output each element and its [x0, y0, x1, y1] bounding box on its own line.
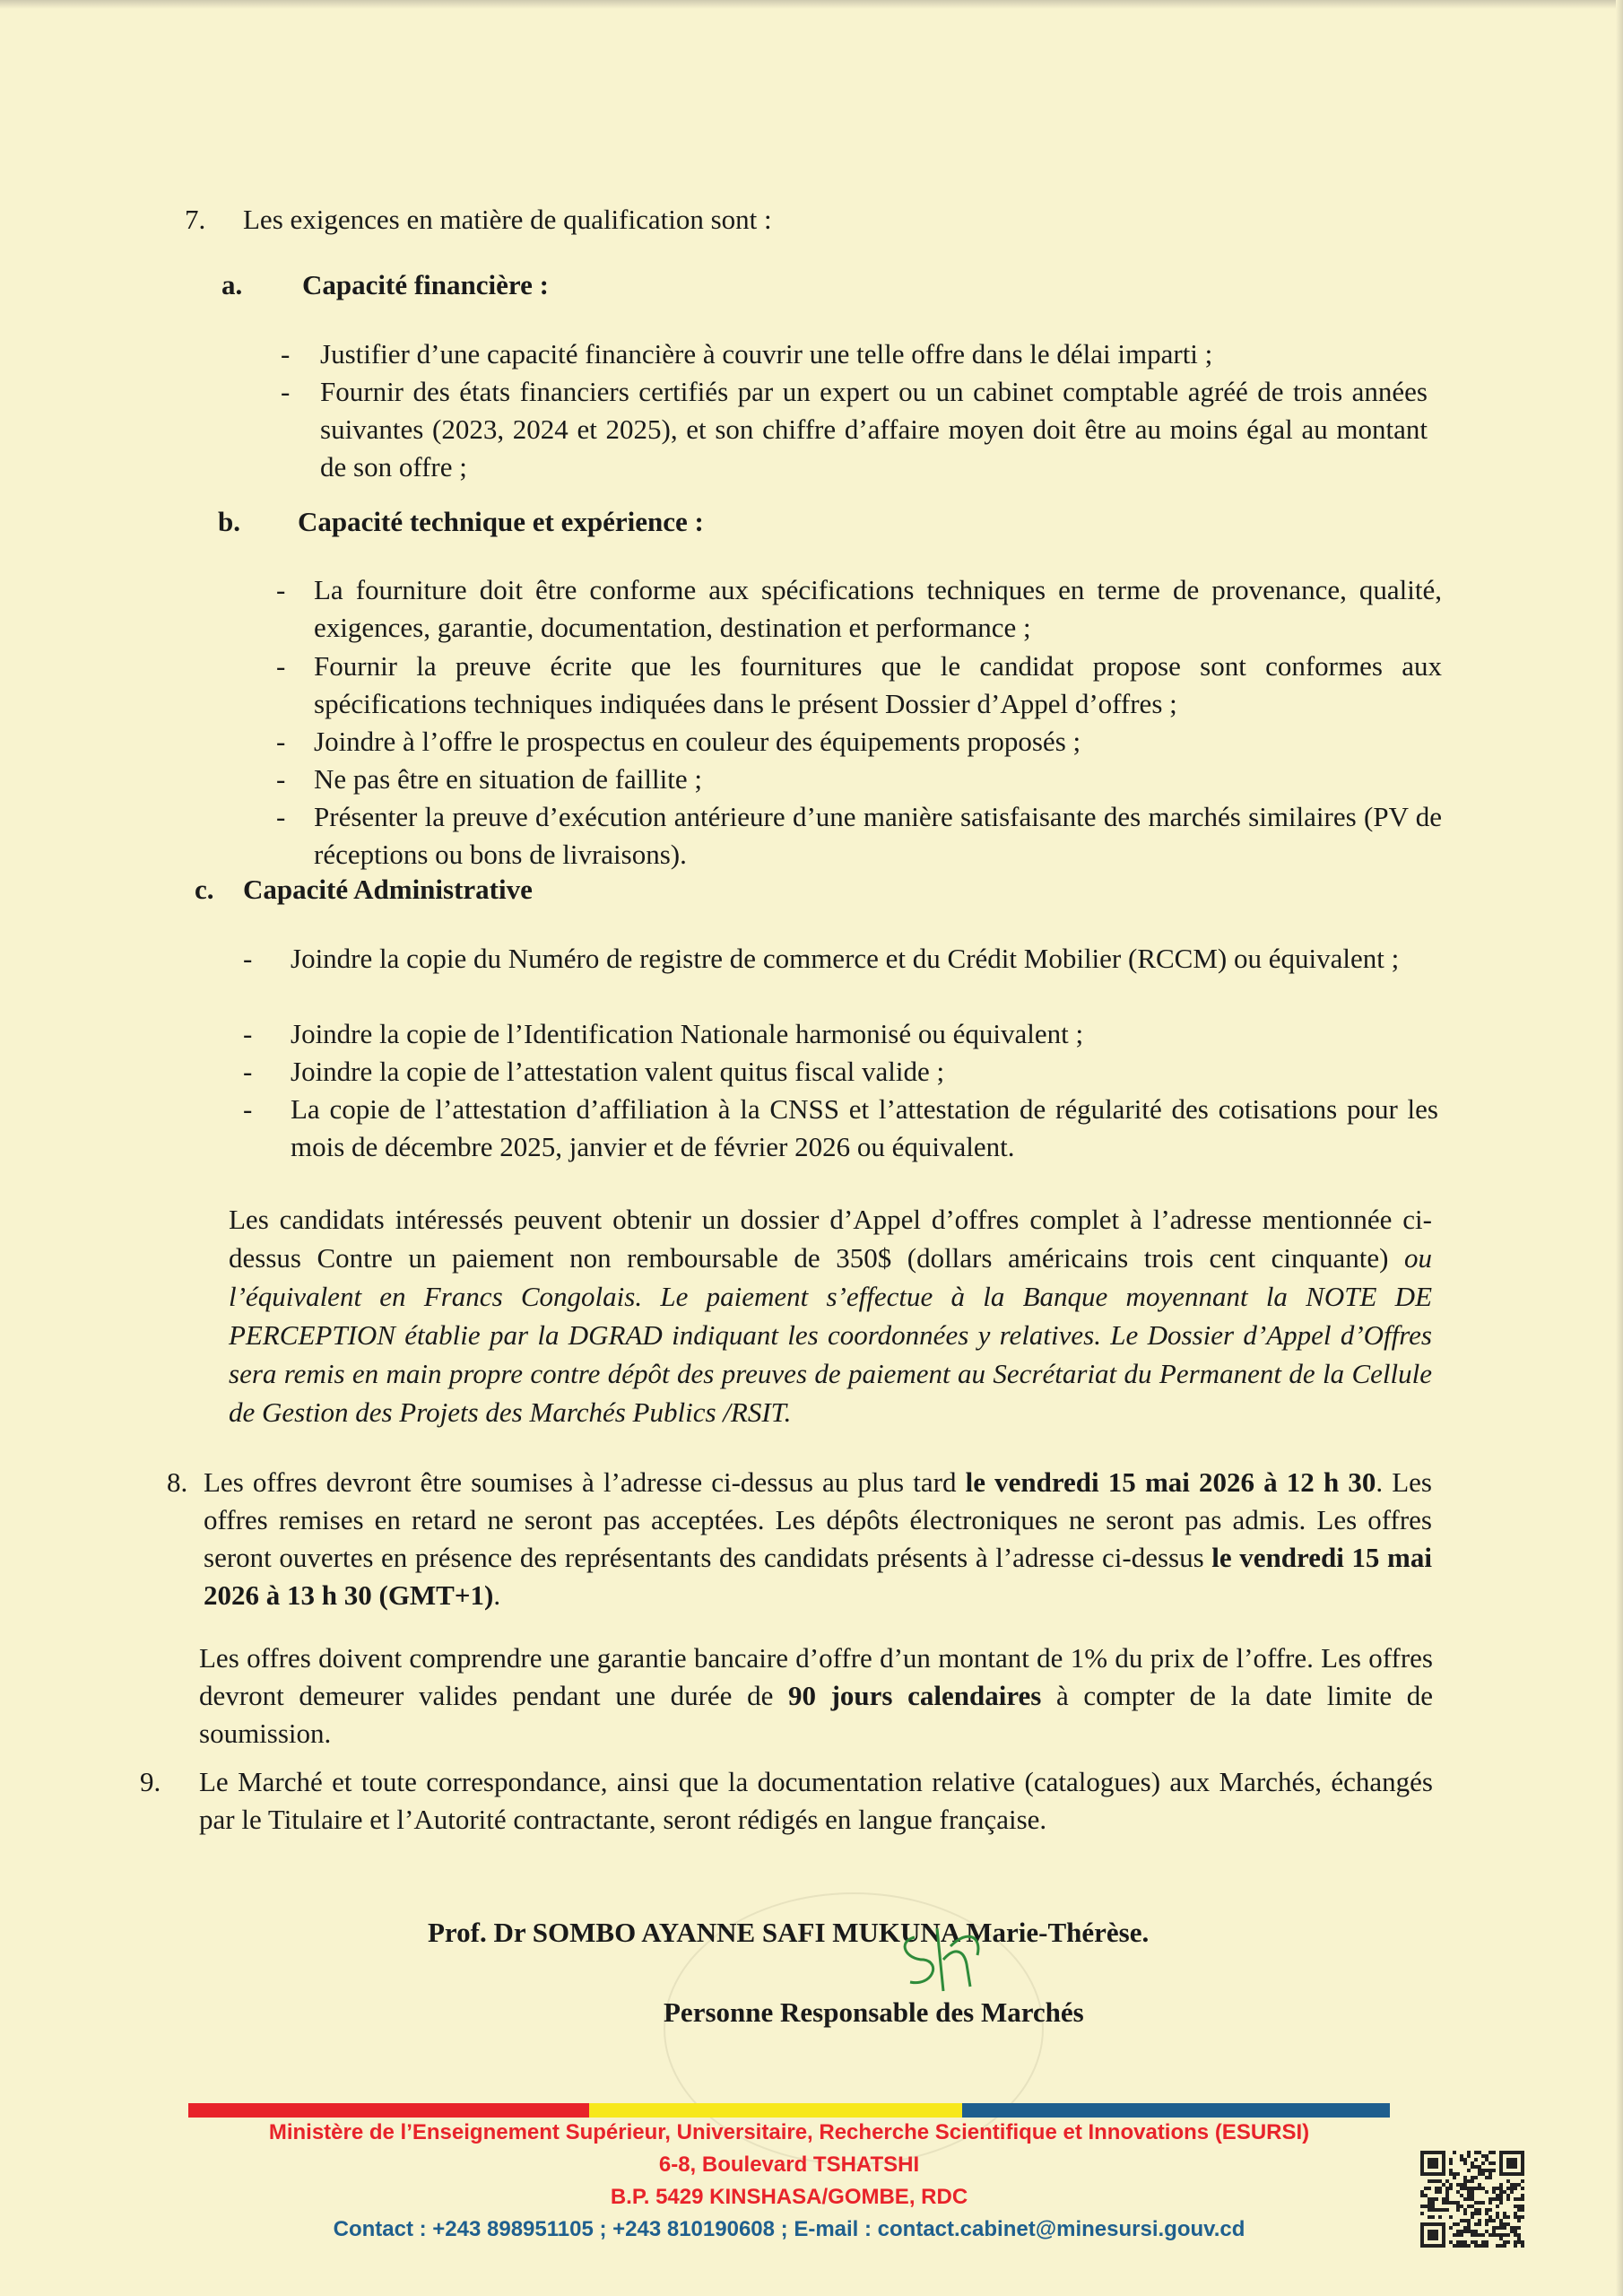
footer-ministry: Ministère de l’Enseignement Supérieur, Universitaire, Recherche Scientifique et Innovations (ESURSI) — [268, 2120, 1310, 2144]
subsection-b-title: Capacité technique et expérience : — [298, 506, 704, 537]
bullet-dash: - — [276, 650, 286, 682]
section-8-paragraph-2 — [199, 1639, 1433, 1752]
text: . Les offres remises en retard ne seront pas acceptées. Les dépôts électroniques ne seront pas admis. Les offres seront ouvertes en présence des représentants des candidats présents à l’adresse ci-dessus — [204, 1466, 1432, 1573]
section-7-intro: Les exigences en matière de qualification sont : — [243, 204, 772, 235]
scan-edge — [0, 0, 1623, 9]
subsection-c-title: Capacité Administrative — [243, 874, 533, 905]
list-item: Présenter la preuve d’exécution antérieure d’une manière satisfaisante des marchés similaires (PV de réceptions ou bons de livraisons). — [314, 801, 1442, 870]
opening-date: le vendredi 15 mai 2026 à 13 h 30 (GMT+1) — [204, 1542, 1432, 1611]
dossier-italic-text: ou l’équivalent en Francs Congolais. Le paiement s’effectue à la Banque moyennant la NOTE DE PERCEPTION établie par la DGRAD indiquant les coordonnées y relatives. Le Dossier d’Appel d’Offres sera remis en main propre contre dépôt des preuves de paiement au Secrétariat du Permanent de la Cellule de Gestion des Projets des Marchés Publics /RSIT. — [229, 1242, 1432, 1428]
flag-bar-blue — [962, 2103, 1390, 2118]
footer-address-2: B.P. 5429 KINSHASA/GOMBE, RDC — [610, 2185, 968, 2209]
qr-code — [1420, 2151, 1524, 2248]
list-item: Joindre à l’offre le prospectus en couleur des équipements proposés ; — [314, 726, 1081, 757]
footer-contact: Contact : +243 898951105 ; +243 810190608 ; E-mail : contact.cabinet@minesursi.gouv.cd — [333, 2217, 1245, 2241]
dossier-paragraph — [229, 1200, 1432, 1431]
text: . — [493, 1579, 501, 1611]
section-8-paragraph-1 — [204, 1464, 1432, 1614]
section-9-text: Le Marché et toute correspondance, ainsi que la documentation relative (catalogues) aux Marchés, échangés par le Titulaire et l’Autorité contractante, seront rédigés en langue française. — [199, 1766, 1433, 1835]
subsection-c-letter: c. — [195, 874, 214, 905]
subsection-b-letter: b. — [218, 506, 240, 537]
subsection-a-title: Capacité financière : — [302, 269, 549, 300]
validity-period: 90 jours calendaires — [787, 1680, 1042, 1711]
bullet-dash: - — [281, 338, 291, 370]
list-item: Fournir la preuve écrite que les fournitures que le candidat propose sont conformes aux spécifications techniques indiquées dans le présent Dossier d’Appel d’offres ; — [314, 650, 1442, 719]
flag-bar-yellow — [589, 2103, 962, 2118]
bullet-dash: - — [276, 726, 286, 757]
footer-address-1: 6-8, Boulevard TSHATSHI — [658, 2152, 920, 2177]
list-item: Joindre la copie de l’Identification Nationale harmonisé ou équivalent ; — [291, 1018, 1084, 1049]
list-item: Fournir des états financiers certifiés par un expert ou un cabinet comptable agréé de trois années suivantes (2023, 2024 et 2025), et son chiffre d’affaire moyen doit être au moins égal au montant de son offre ; — [320, 376, 1428, 483]
signatory-name: Prof. Dr SOMBO AYANNE SAFI MUKUNA Marie-Thérèse. — [428, 1917, 1150, 1948]
bullet-dash: - — [276, 763, 286, 795]
bullet-dash: - — [243, 1056, 253, 1087]
bullet-dash: - — [243, 1018, 253, 1049]
flag-bar-red — [188, 2103, 589, 2118]
bullet-dash: - — [281, 376, 291, 407]
list-item: La fourniture doit être conforme aux spécifications techniques en terme de provenance, qualité, exigences, garantie, documentation, destination et performance ; — [314, 574, 1442, 643]
deadline-date: le vendredi 15 mai 2026 à 12 h 30 — [965, 1466, 1376, 1498]
list-item: Ne pas être en situation de faillite ; — [314, 763, 702, 795]
subsection-a-letter: a. — [221, 269, 243, 300]
bullet-dash: - — [276, 801, 286, 832]
bullet-dash: - — [276, 574, 286, 605]
list-item: Joindre la copie du Numéro de registre de commerce et du Crédit Mobilier (RCCM) ou équivalent ; — [291, 943, 1400, 974]
signatory-role: Personne Responsable des Marchés — [664, 1996, 1084, 2028]
section-9-number: 9. — [140, 1766, 161, 1797]
dossier-regular-text: Les candidats intéressés peuvent obtenir un dossier d’Appel d’offres complet à l’adresse mentionnée ci-dessus Contre un paiement non remboursable de 350$ (dollars américains trois cent cinquante) — [229, 1204, 1432, 1274]
section-7-number: 7. — [185, 204, 206, 235]
list-item: Justifier d’une capacité financière à couvrir une telle offre dans le délai imparti ; — [320, 338, 1213, 370]
bullet-dash: - — [243, 943, 253, 974]
text: Les offres doivent comprendre une garantie bancaire d’offre d’un montant de 1% du prix de l’offre. Les offres devront demeurer valides pendant une durée de — [199, 1642, 1433, 1711]
bullet-dash: - — [243, 1093, 253, 1125]
text: Les offres devront être soumises à l’adresse ci-dessus au plus tard — [204, 1466, 966, 1498]
scan-edge — [1616, 0, 1623, 2296]
list-item: Joindre la copie de l’attestation valent quitus fiscal valide ; — [291, 1056, 945, 1087]
section-8-number: 8. — [167, 1466, 188, 1498]
text: à compter de la date limite de soumission. — [199, 1680, 1433, 1749]
list-item: La copie de l’attestation d’affiliation à la CNSS et l’attestation de régularité des cotisations pour les mois de décembre 2025, janvier et de février 2026 ou équivalent. — [291, 1093, 1438, 1162]
